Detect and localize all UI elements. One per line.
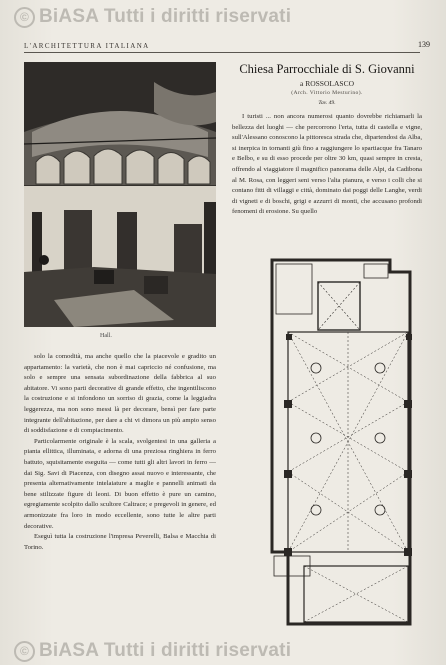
watermark-text: BiASA Tutti i diritti riservati xyxy=(39,6,292,27)
paragraph: I turisti ... non ancora numerosi quanto dovrebbe richiamarli la bellezza dei luoghi — che percorrono l'erta, tutta di castella e vigne, sull'Alessano conoscono la pittoresca strada che, dipartendosi da Alba, si inerpica in tornanti giù fino a raggiungere lo spartiacque fra Tanaro e Belbo, e su di esso procede per oltre 30 km, quasi sempre in cresta, offrendo al viaggiatore il magnifico panorama delle Alpi, da Cadibona al M. Rosa, con leggeri seni verso l'alta pianura, e verso i colli che si contano fitti di villaggi e città, dominato dai poggi delle Langhe, verdi di vigneti e di boschi, grigi e azzurri di monti, che accusano profondi fenomeni di erosione. Su quello xyxy=(232,113,422,216)
article-title: Chiesa Parrocchiale di S. Giovanni xyxy=(239,62,415,76)
hall-photo xyxy=(24,62,216,327)
copyright-icon: © xyxy=(14,641,35,662)
paragraph: solo la comodità, ma anche quello che la piacevole e gradito un appartamento: la varietà, che non è mai capriccio né confusione, ma solo e sempre una sensata subordinazione della fabbrica al suo abitatore. Vi sono parti decorative di grande effetto, che ingentiliscono la costruzione e si infondono un sorriso di grazia, come la leggiadra leggerezza, ma non sono messi là per decorare, bensì per fare parte integrante dell'abitazione, per dare a chi vi dimora un più ampio senso di soddisfazione e di compiacimento. xyxy=(24,353,216,435)
copyright-icon: © xyxy=(14,7,35,28)
page-number: 139 xyxy=(418,40,430,49)
left-text-column xyxy=(24,352,216,553)
architect-credit: (Arch. Vittorio Mesturino). xyxy=(291,90,363,96)
church-floor-plan xyxy=(260,252,418,640)
paragraph: Particolarmente originale è la scala, svolgentesi in una galleria a pianta ellittica, illuminata, e adorna di una preziosa ringhiera in ferro battuto, squisitamente eseguita — come tutti gli altri lavori in ferro — dai Sig. Savi di Piacenza, con disegno assai nuovo e interessante, che presenta alternativamente intelaiature a maglie e pannelli animati da bene stilizzate figure di leoni. Di buon effetto è pure un camino, egregiamente scolpito dallo scultore Caltrace; e pregevoli in genere, ed armonizzate fra loro in modo eccellente, sono tutte le altre parti decorative. xyxy=(24,437,216,530)
watermark-bottom xyxy=(14,640,291,662)
plate-label: Tav. 49. xyxy=(318,100,336,106)
watermark-top xyxy=(14,6,291,28)
watermark-text: BiASA Tutti i diritti riservati xyxy=(39,640,292,661)
photo-caption: Hall. xyxy=(100,333,112,339)
running-head: L'ARCHITETTURA ITALIANA xyxy=(24,42,150,50)
right-text-column xyxy=(232,112,422,218)
header-rule xyxy=(24,52,420,53)
paragraph: Eseguì tutta la costruzione l'impresa Peverelli, Balsa e Macchia di Torino. xyxy=(24,533,216,551)
article-subtitle: a ROSSOLASCO xyxy=(300,79,354,88)
